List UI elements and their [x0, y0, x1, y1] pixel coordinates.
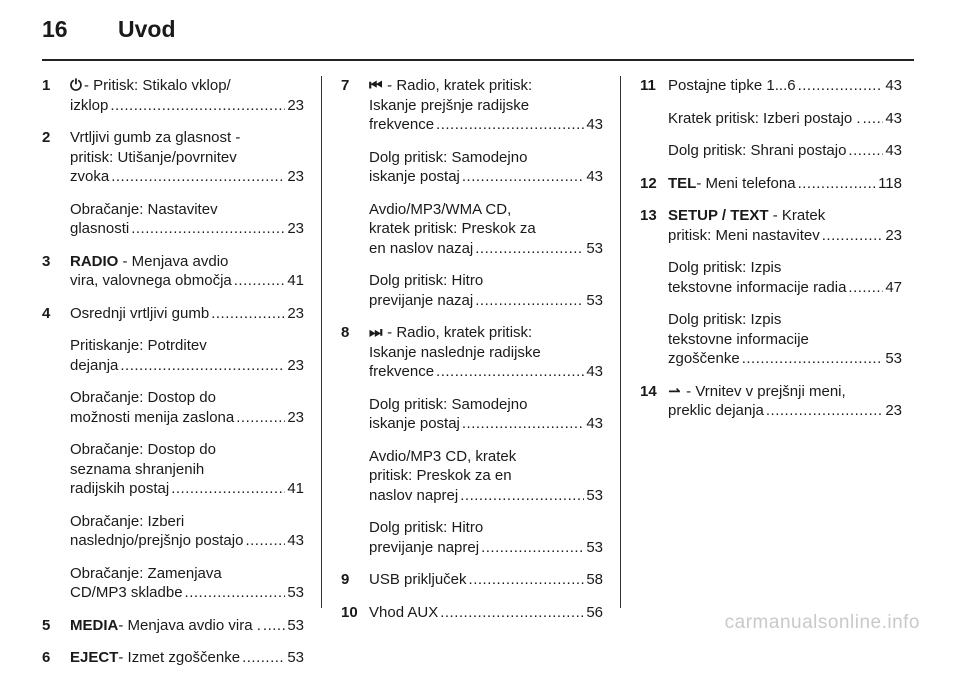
item-number: 1 — [42, 77, 51, 94]
item-number: 2 — [42, 129, 51, 146]
page-reference-link[interactable]: 43 — [586, 168, 603, 185]
toc-text: - Izmet zgoščenke — [118, 649, 241, 666]
toc-line — [70, 408, 304, 428]
index-entry — [341, 570, 603, 590]
toc-text: - Meni telefona — [696, 174, 796, 192]
entry-text-line — [70, 200, 304, 220]
index-entry — [341, 200, 603, 259]
page-reference-link[interactable]: 53 — [287, 584, 304, 601]
toc-line — [369, 239, 603, 259]
page-reference-link[interactable]: 53 — [885, 350, 902, 367]
entry-text-line — [369, 271, 603, 291]
entry-text: - Radio, kratek pritisk: — [383, 77, 533, 94]
leader-dots — [848, 141, 883, 161]
entry-text: Dolg pritisk: Hitro — [369, 272, 484, 289]
entry-text-line — [70, 512, 304, 532]
entry-text: Vrtljivi gumb za glasnost - — [70, 129, 241, 146]
button-name: TEL — [668, 174, 697, 192]
entry-text: - Kratek — [768, 207, 826, 224]
leader-dots — [798, 174, 877, 194]
toc-text: glasnosti — [70, 220, 130, 237]
toc-line — [668, 349, 902, 369]
item-number: 7 — [341, 77, 350, 94]
leader-dots — [462, 414, 584, 434]
entry-text-line — [70, 336, 304, 356]
leader-dots — [469, 570, 585, 590]
leader-dots — [245, 531, 285, 551]
leader-dots — [475, 291, 584, 311]
page-reference-link[interactable]: 23 — [885, 402, 902, 419]
entry-text-line — [70, 388, 304, 408]
index-entry — [42, 388, 304, 427]
toc-line — [70, 479, 304, 499]
leader-dots — [236, 408, 285, 428]
toc-line — [668, 76, 902, 96]
toc-line — [369, 570, 603, 590]
index-entry — [640, 382, 902, 421]
watermark: carmanualsonline.info — [724, 612, 920, 633]
item-number: 12 — [640, 174, 657, 192]
entry-text: Dolg pritisk: Izpis — [668, 311, 782, 328]
button-symbol-icon: ⇀ — [668, 382, 681, 400]
leader-dots — [111, 167, 285, 187]
entry-text: pritisk: Preskok za en — [369, 467, 512, 484]
toc-line — [668, 226, 902, 246]
entry-text-line — [70, 252, 304, 272]
entry-text: - Radio, kratek pritisk: — [383, 324, 533, 341]
item-number: 6 — [42, 649, 51, 666]
index-entry — [341, 447, 603, 506]
button-symbol-icon: ⏻ — [70, 77, 82, 94]
toc-text: iskanje postaj — [369, 168, 460, 185]
index-entry — [341, 76, 603, 135]
index-entry — [42, 76, 304, 115]
page-reference-link[interactable]: 23 — [287, 96, 304, 114]
page-reference-link[interactable]: 43 — [885, 109, 902, 127]
entry-text: Obračanje: Dostop do — [70, 389, 216, 406]
page-title: Uvod — [118, 16, 176, 42]
page-reference-link[interactable]: 118 — [878, 174, 902, 192]
entry-text: Obračanje: Izberi — [70, 512, 185, 530]
page-reference-link[interactable]: 53 — [586, 291, 603, 309]
item-number: 4 — [42, 304, 51, 322]
item-number: 11 — [640, 77, 656, 94]
page-reference-link[interactable]: 23 — [287, 304, 304, 322]
toc-text: preklic dejanja — [668, 402, 764, 419]
page-reference-link[interactable]: 23 — [885, 226, 902, 244]
page-reference-link[interactable]: 58 — [586, 571, 603, 588]
column-2 — [341, 76, 603, 635]
index-entry — [640, 206, 902, 245]
toc-line — [668, 278, 902, 298]
toc-line — [70, 648, 304, 668]
entry-text-line — [369, 96, 603, 116]
page-number: 16 — [42, 16, 68, 42]
toc-text: - Menjava avdio vira . — [118, 616, 261, 634]
item-number: 5 — [42, 616, 51, 634]
index-entry — [640, 109, 902, 129]
index-entry — [341, 271, 603, 310]
entry-text: - Pritisk: Stikalo vklop/ — [84, 77, 231, 94]
toc-line — [668, 401, 902, 421]
page-reference-link[interactable]: 43 — [586, 415, 603, 432]
leader-dots — [110, 96, 285, 116]
page-reference-link[interactable]: 53 — [586, 239, 603, 257]
page-reference-link[interactable]: 53 — [586, 538, 603, 556]
entry-text-line — [369, 200, 603, 220]
column-divider-2 — [620, 76, 621, 608]
entry-text: Obračanje: Dostop do — [70, 441, 216, 458]
index-entry — [42, 336, 304, 375]
entry-text: Dolg pritisk: Samodejno — [369, 148, 528, 166]
index-entry — [42, 648, 304, 668]
leader-dots — [171, 479, 285, 499]
page-reference-link[interactable]: 53 — [586, 486, 603, 504]
entry-text-line — [70, 460, 304, 480]
toc-text: CD/MP3 skladbe — [70, 584, 183, 601]
page-reference-link[interactable]: 23 — [287, 168, 304, 185]
leader-dots — [440, 603, 584, 623]
entry-text-line — [369, 466, 603, 486]
toc-line — [70, 356, 304, 376]
entry-text: Iskanje naslednje radijske — [369, 343, 541, 361]
toc-text: Vhod AUX — [369, 603, 439, 621]
button-name: MEDIA — [70, 616, 119, 634]
entry-text-line — [70, 440, 304, 460]
entry-text-line — [668, 258, 902, 278]
entry-text: Iskanje prejšnje radijske — [369, 96, 530, 114]
button-symbol-icon: ⏮ — [369, 77, 383, 94]
toc-line — [369, 538, 603, 558]
toc-text: Postajne tipke 1...6 — [668, 77, 796, 94]
toc-text: en naslov nazaj — [369, 239, 474, 257]
entry-text: pritisk: Utišanje/povrnitev — [70, 148, 237, 166]
entry-text-line — [369, 395, 603, 415]
index-entry — [640, 141, 902, 161]
index-entry — [42, 616, 304, 636]
page-reference-link[interactable]: 43 — [586, 116, 603, 133]
entry-text: tekstovne informacije — [668, 330, 809, 348]
index-entry — [640, 258, 902, 297]
entry-text: Obračanje: Nastavitev — [70, 200, 218, 218]
button-symbol-icon: ⏭ — [369, 324, 383, 341]
toc-text: izklop — [70, 96, 109, 114]
item-number: 10 — [341, 603, 358, 621]
toc-text: previjanje nazaj — [369, 291, 474, 309]
leader-dots — [766, 401, 883, 421]
page-reference-link[interactable]: 23 — [287, 408, 304, 426]
leader-dots — [462, 167, 584, 187]
entry-text: Dolg pritisk: Hitro — [369, 519, 484, 536]
leader-dots — [798, 76, 884, 96]
toc-text: frekvence — [369, 363, 435, 380]
entry-text-line — [70, 76, 304, 96]
entry-text: Obračanje: Zamenjava — [70, 564, 222, 582]
index-entry — [42, 304, 304, 324]
leader-dots — [211, 304, 285, 324]
toc-line — [70, 271, 304, 291]
toc-line — [70, 304, 304, 324]
toc-text: radijskih postaj — [70, 480, 170, 497]
entry-text: kratek pritisk: Preskok za — [369, 220, 536, 237]
toc-text: dejanja — [70, 356, 119, 374]
entry-text-line — [668, 330, 902, 350]
button-name: RADIO — [70, 252, 119, 270]
leader-dots — [263, 616, 285, 636]
index-entry — [42, 200, 304, 239]
toc-line — [70, 167, 304, 187]
toc-text: zvoka — [70, 168, 110, 185]
page-reference-link[interactable]: 43 — [586, 363, 603, 380]
leader-dots — [848, 278, 883, 298]
item-number: 3 — [42, 252, 51, 270]
item-number: 13 — [640, 207, 657, 224]
leader-dots — [436, 362, 584, 382]
page-reference-link[interactable]: 41 — [287, 480, 304, 497]
leader-dots — [475, 239, 584, 259]
entry-text-line — [70, 564, 304, 584]
toc-text: naslednjo/prejšnjo postajo — [70, 532, 244, 549]
entry-text-line — [668, 310, 902, 330]
toc-text: Kratek pritisk: Izberi postajo . — [668, 109, 861, 127]
page-reference-link[interactable]: 41 — [287, 272, 304, 289]
index-entry — [42, 252, 304, 291]
toc-text: iskanje postaj — [369, 415, 460, 432]
index-entry — [341, 603, 603, 623]
item-number: 8 — [341, 324, 350, 341]
entry-text: - Vrnitev v prejšnji meni, — [682, 382, 846, 400]
index-entry — [341, 395, 603, 434]
page-reference-link[interactable]: 43 — [885, 77, 902, 94]
toc-line — [70, 96, 304, 116]
leader-dots — [863, 109, 884, 129]
toc-text: vira, valovnega območja — [70, 272, 232, 289]
toc-line — [70, 531, 304, 551]
leader-dots — [234, 271, 286, 291]
entry-text-line — [369, 343, 603, 363]
page-reference-link[interactable]: 43 — [287, 532, 304, 549]
entry-text-line — [369, 148, 603, 168]
leader-dots — [242, 648, 285, 668]
entry-text-line — [668, 206, 902, 226]
toc-line — [369, 486, 603, 506]
toc-text: Osrednji vrtljivi gumb — [70, 304, 210, 322]
entry-text: Avdio/MP3/WMA CD, — [369, 200, 512, 218]
leader-dots — [131, 219, 285, 239]
leader-dots — [436, 115, 584, 135]
toc-text: Dolg pritisk: Shrani postajo — [668, 142, 847, 159]
leader-dots — [460, 486, 584, 506]
toc-line — [369, 115, 603, 135]
toc-line — [668, 174, 902, 194]
index-entry — [341, 148, 603, 187]
toc-text: frekvence — [369, 116, 435, 133]
button-name: EJECT — [70, 649, 119, 666]
page-reference-link[interactable]: 23 — [287, 220, 304, 237]
toc-text: možnosti menija zaslona — [70, 408, 235, 426]
page-reference-link[interactable]: 53 — [287, 649, 304, 666]
index-entry — [42, 440, 304, 499]
leader-dots — [120, 356, 285, 376]
entry-text-line — [369, 518, 603, 538]
index-entry — [341, 323, 603, 382]
entry-text-line — [70, 148, 304, 168]
entry-text-line — [369, 323, 603, 343]
leader-dots — [481, 538, 584, 558]
page-reference-link[interactable]: 47 — [885, 278, 902, 296]
entry-text-line — [668, 382, 902, 402]
page-reference-link[interactable]: 23 — [287, 356, 304, 374]
entry-text-line — [369, 447, 603, 467]
toc-text: previjanje naprej — [369, 538, 480, 556]
toc-line — [369, 603, 603, 623]
index-entry — [640, 174, 902, 194]
header-rule — [42, 59, 914, 61]
leader-dots — [185, 583, 286, 603]
toc-line — [369, 362, 603, 382]
item-number: 14 — [640, 382, 657, 400]
index-entry — [42, 512, 304, 551]
toc-line — [369, 414, 603, 434]
entry-text: Avdio/MP3 CD, kratek — [369, 447, 517, 465]
leader-dots — [742, 349, 884, 369]
index-entry — [640, 76, 902, 96]
toc-line — [668, 109, 902, 129]
column-divider-1 — [321, 76, 322, 608]
leader-dots — [822, 226, 884, 246]
toc-line — [70, 219, 304, 239]
entry-text: seznama shranjenih — [70, 460, 205, 478]
entry-text-line — [369, 219, 603, 239]
toc-line — [668, 141, 902, 161]
page-reference-link[interactable]: 53 — [287, 616, 304, 634]
entry-text: Dolg pritisk: Samodejno — [369, 395, 528, 413]
column-1 — [42, 76, 304, 681]
button-name: SETUP / TEXT — [668, 207, 769, 224]
item-number: 9 — [341, 571, 350, 588]
entry-text-line — [369, 76, 603, 96]
index-entry — [640, 310, 902, 369]
toc-line — [70, 583, 304, 603]
toc-text: USB priključek — [369, 571, 467, 588]
index-entry — [42, 128, 304, 187]
entry-text-line — [70, 128, 304, 148]
toc-line — [369, 167, 603, 187]
index-entry — [341, 518, 603, 557]
column-3 — [640, 76, 902, 434]
entry-text: Dolg pritisk: Izpis — [668, 259, 782, 276]
page-reference-link[interactable]: 56 — [586, 603, 603, 621]
index-entry — [42, 564, 304, 603]
toc-line — [70, 616, 304, 636]
entry-text: - Menjava avdio — [118, 252, 229, 270]
toc-text: zgoščenke — [668, 350, 740, 367]
toc-line — [369, 291, 603, 311]
page-reference-link[interactable]: 43 — [885, 142, 902, 159]
toc-text: pritisk: Meni nastavitev — [668, 226, 820, 244]
toc-text: naslov naprej — [369, 486, 459, 504]
entry-text: Pritiskanje: Potrditev — [70, 337, 207, 354]
toc-text: tekstovne informacije radia — [668, 278, 847, 296]
